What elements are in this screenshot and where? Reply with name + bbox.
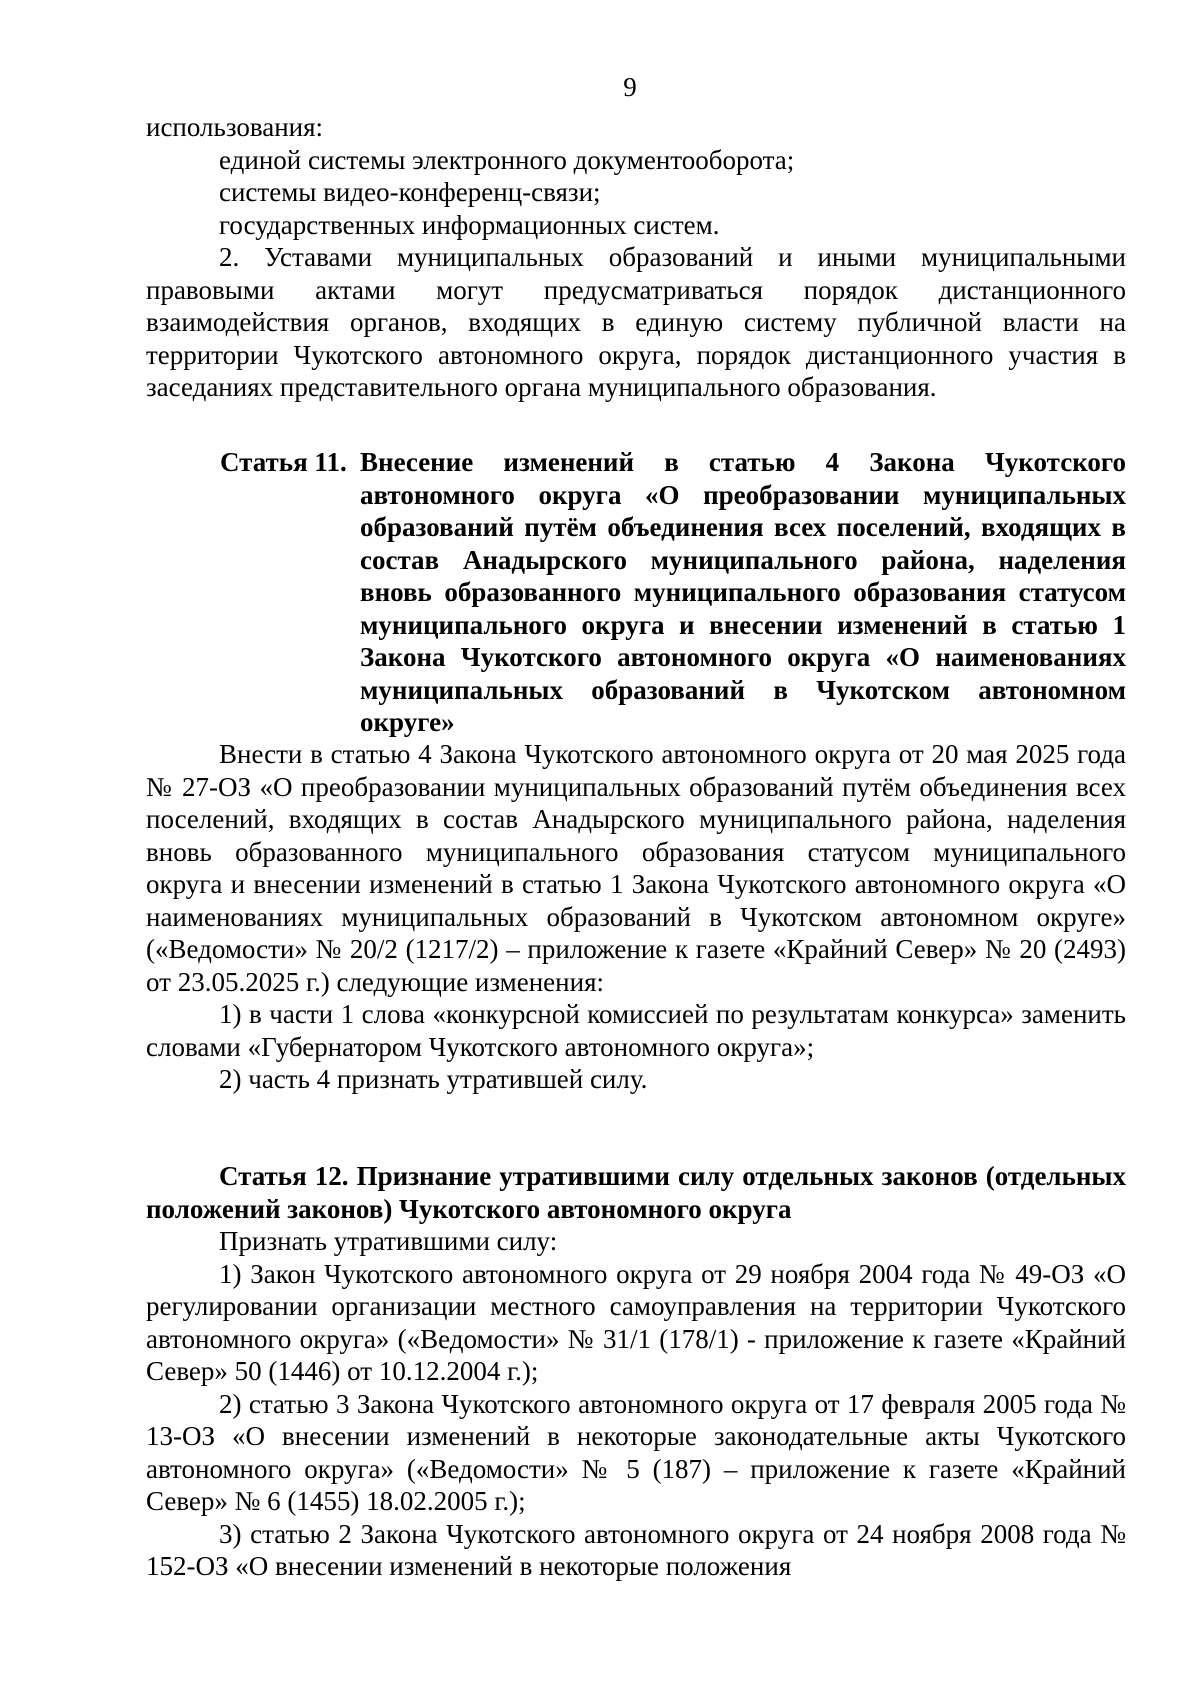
article-11-label: Статья 11. <box>220 447 347 477</box>
article-11-body <box>146 738 1126 1096</box>
article-12-item: 1) Закон Чукотского автономного округа от 29 ноября 2004 года № 49-ОЗ «О регулировании организации местного самоуправления на территории Чукотского автономного округа» («Ведомости» № 31/1 (178/1) - приложение к газете «Крайний Север» 50 (1446) от 10.12.2004 г.); <box>146 1258 1126 1386</box>
intro-item: государственных информационных систем. <box>219 209 720 240</box>
article-12-heading: Статья 12. Признание утратившими силу отдельных законов (отдельных положений законов) Чукотского автономного округа <box>146 1161 1126 1224</box>
intro-section <box>146 111 1126 404</box>
article-12-item: 2) статью 3 Закона Чукотского автономного округа от 17 февраля 2005 года № 13-ОЗ «О внесении изменений в некоторые законодательные акты Чукотского автономного округа» («Ведомости» № 5 (187) – приложение к газете «Крайний Север» № 6 (1455) 18.02.2005 г.); <box>146 1388 1126 1516</box>
intro-paragraph-2: 2. Уставами муниципальных образований и иными муниципальными правовыми актами могут предусматриваться порядок дистанционного взаимодействия органов, входящих в единую систему публичной власти на территории Чукотского автономного округа, порядок дистанционного участия в заседаниях представительного органа муниципального образования. <box>146 242 1126 402</box>
intro-item: единой системы электронного документооборота; <box>219 144 795 175</box>
article-11-heading <box>220 446 1126 739</box>
page-number: 9 <box>623 72 637 102</box>
article-11-title: Внесение изменений в статью 4 Закона Чукотского автономного округа «О преобразовании муниципальных образований путём объединения всех поселений, входящих в состав Анадырского муниципального района, наделения вновь образованного муниципального образования статусом муниципального округа и внесении изменений в статью 1 Закона Чукотского автономного округа «О наименованиях муниципальных образований в Чукотском автономном округе» <box>360 447 1126 737</box>
article-12-section <box>146 1160 1126 1583</box>
article-12-lead: Признать утратившими силу: <box>219 1226 558 1256</box>
article-11-item: 2) часть 4 признать утратившей силу. <box>219 1064 648 1094</box>
article-12-item: 3) статью 2 Закона Чукотского автономного округа от 24 ноября 2008 года № 152-ОЗ «О внесении изменений в некоторые положения <box>146 1518 1126 1581</box>
article-11-text: Внести в статью 4 Закона Чукотского автономного округа от 20 мая 2025 года № 27-ОЗ «О преобразовании муниципальных образований путём объединения всех поселений, входящих в состав Анадырского муниципального района, наделения вновь образованного муниципального образования статусом муниципального округа и внесении изменений в статью 1 Закона Чукотского автономного округа «О наименованиях муниципальных образований в Чукотском автономном округе» («Ведомости» № 20/2 (1217/2) – приложение к газете «Крайний Север» № 20 (2493) от 23.05.2025 г.) следующие изменения: <box>146 739 1126 997</box>
intro-lead: использования: <box>146 112 324 142</box>
article-11-item: 1) в части 1 слова «конкурсной комиссией по результатам конкурса» заменить словами «Губернатором Чукотского автономного округа»; <box>146 999 1126 1062</box>
intro-item: системы видео-конференц-связи; <box>219 177 601 207</box>
